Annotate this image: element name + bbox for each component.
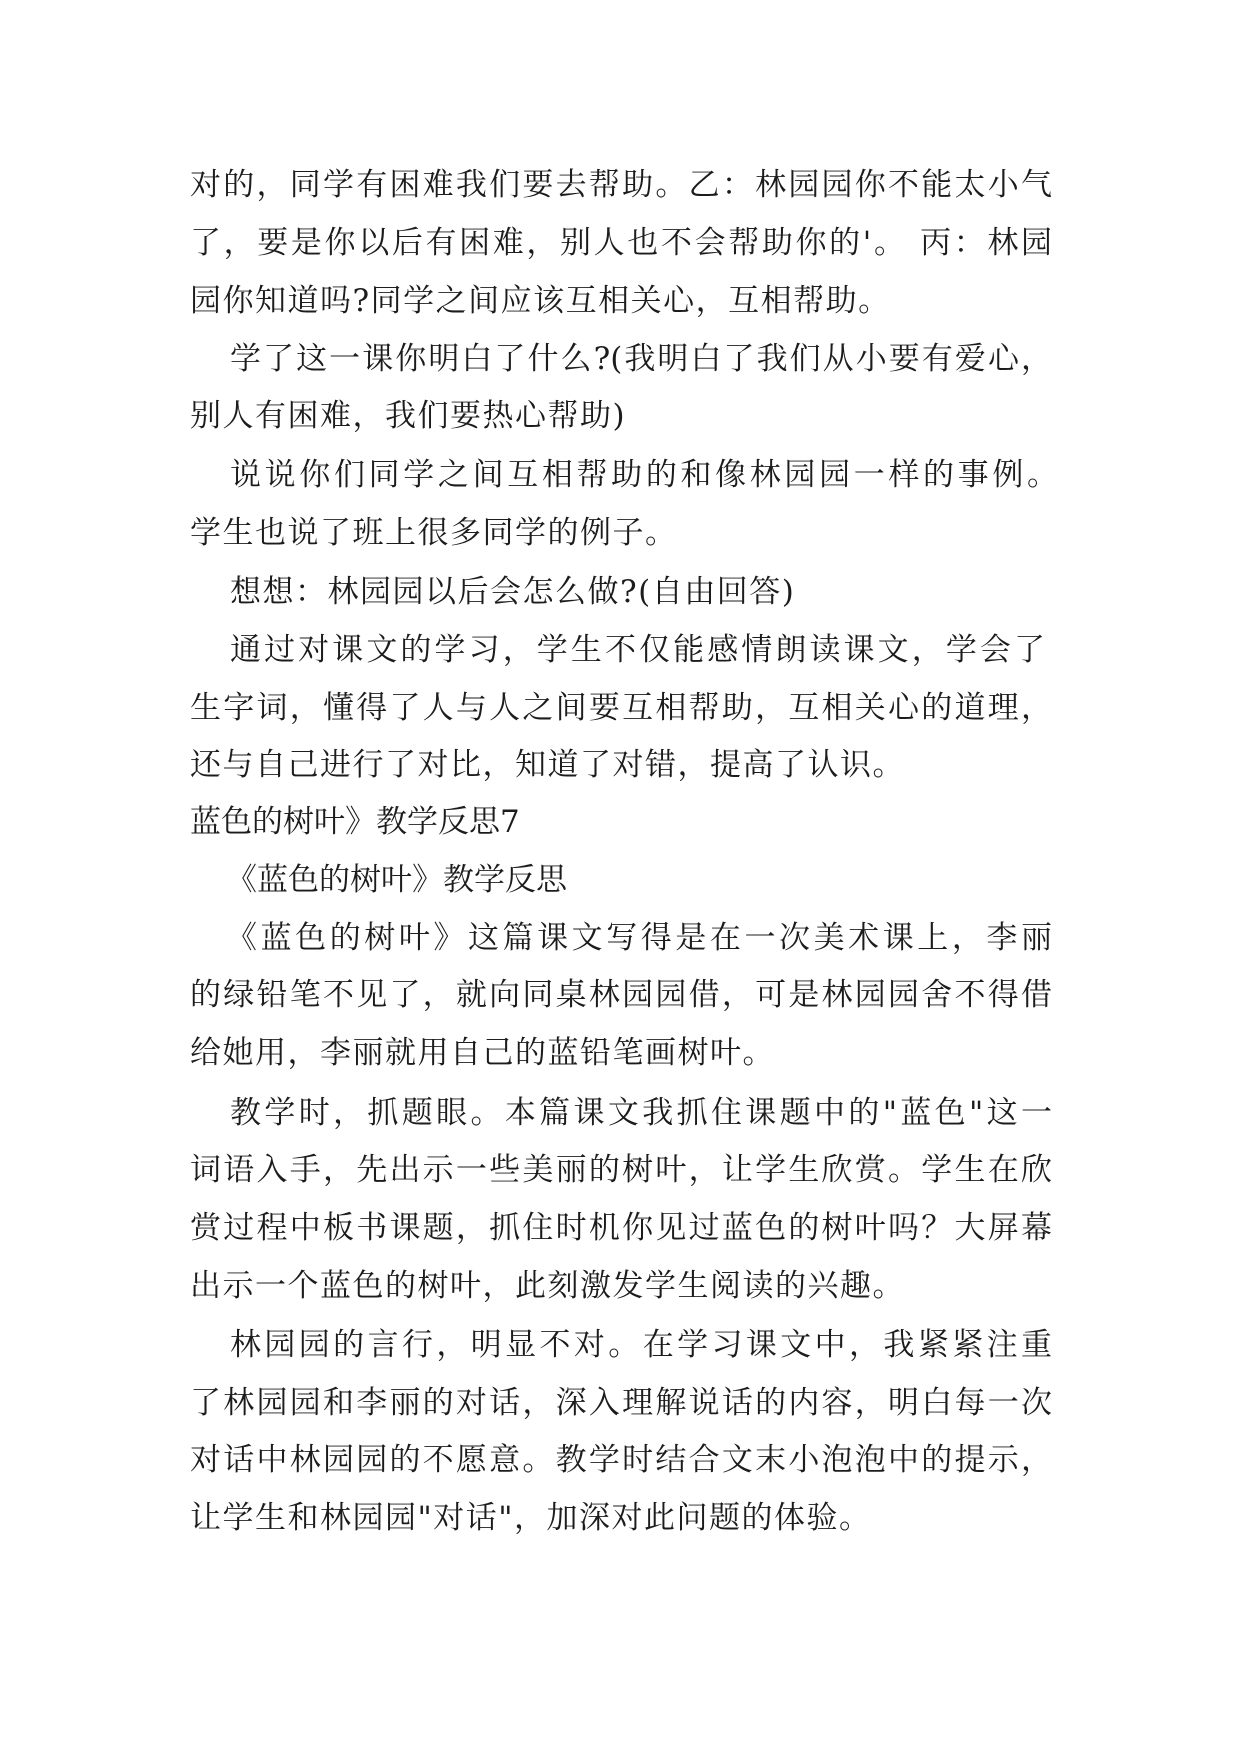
- text-line: 对的，同学有困难我们要去帮助。乙：林园园你不能太小气: [190, 167, 1052, 203]
- text-line: 给她用，李丽就用自己的蓝铅笔画树叶。: [190, 1035, 775, 1071]
- text-line: 对话中林园园的不愿意。教学时结合文末小泡泡中的提示，: [190, 1442, 1052, 1478]
- text-line: 学生也说了班上很多同学的例子。: [190, 515, 678, 551]
- text-line: 想想：林园园以后会怎么做?(自由回答): [230, 574, 796, 610]
- text-line: 《蓝色的树叶》这篇课文写得是在一次美术课上，李丽: [226, 920, 1052, 956]
- text-line: 林园园的言行，明显不对。在学习课文中，我紧紧注重: [230, 1327, 1052, 1363]
- text-line: 赏过程中板书课题，抓住时机你见过蓝色的树叶吗？大屏幕: [190, 1210, 1052, 1246]
- section-heading: 蓝色的树叶》教学反思7: [190, 804, 520, 840]
- text-line: 教学时，抓题眼。本篇课文我抓住课题中的"蓝色"这一: [230, 1095, 1052, 1131]
- text-line: 学了这一课你明白了什么?(我明白了我们从小要有爱心，: [230, 341, 1052, 377]
- text-line: 园你知道吗?同学之间应该互相关心，互相帮助。: [190, 283, 891, 319]
- text-line: 词语入手，先出示一些美丽的树叶，让学生欣赏。学生在欣: [190, 1152, 1052, 1188]
- text-line: 了，要是你以后有困难，别人也不会帮助你的'。 丙：林园: [190, 225, 1052, 261]
- text-line: 让学生和林园园"对话"，加深对此问题的体验。: [190, 1500, 872, 1536]
- article-title: 《蓝色的树叶》教学反思: [226, 862, 567, 898]
- text-line: 说说你们同学之间互相帮助的和像林园园一样的事例。: [230, 457, 1058, 493]
- text-line: 了林园园和李丽的对话，深入理解说话的内容，明白每一次: [190, 1385, 1052, 1421]
- text-line: 的绿铅笔不见了，就向同桌林园园借，可是林园园舍不得借: [190, 977, 1052, 1013]
- text-line: 还与自己进行了对比，知道了对错，提高了认识。: [190, 747, 905, 783]
- text-line: 生字词，懂得了人与人之间要互相帮助，互相关心的道理，: [190, 690, 1052, 726]
- text-line: 别人有困难，我们要热心帮助): [190, 398, 627, 434]
- text-line: 通过对课文的学习，学生不仅能感情朗读课文，学会了: [230, 632, 1045, 668]
- text-line: 出示一个蓝色的树叶，此刻激发学生阅读的兴趣。: [190, 1268, 905, 1304]
